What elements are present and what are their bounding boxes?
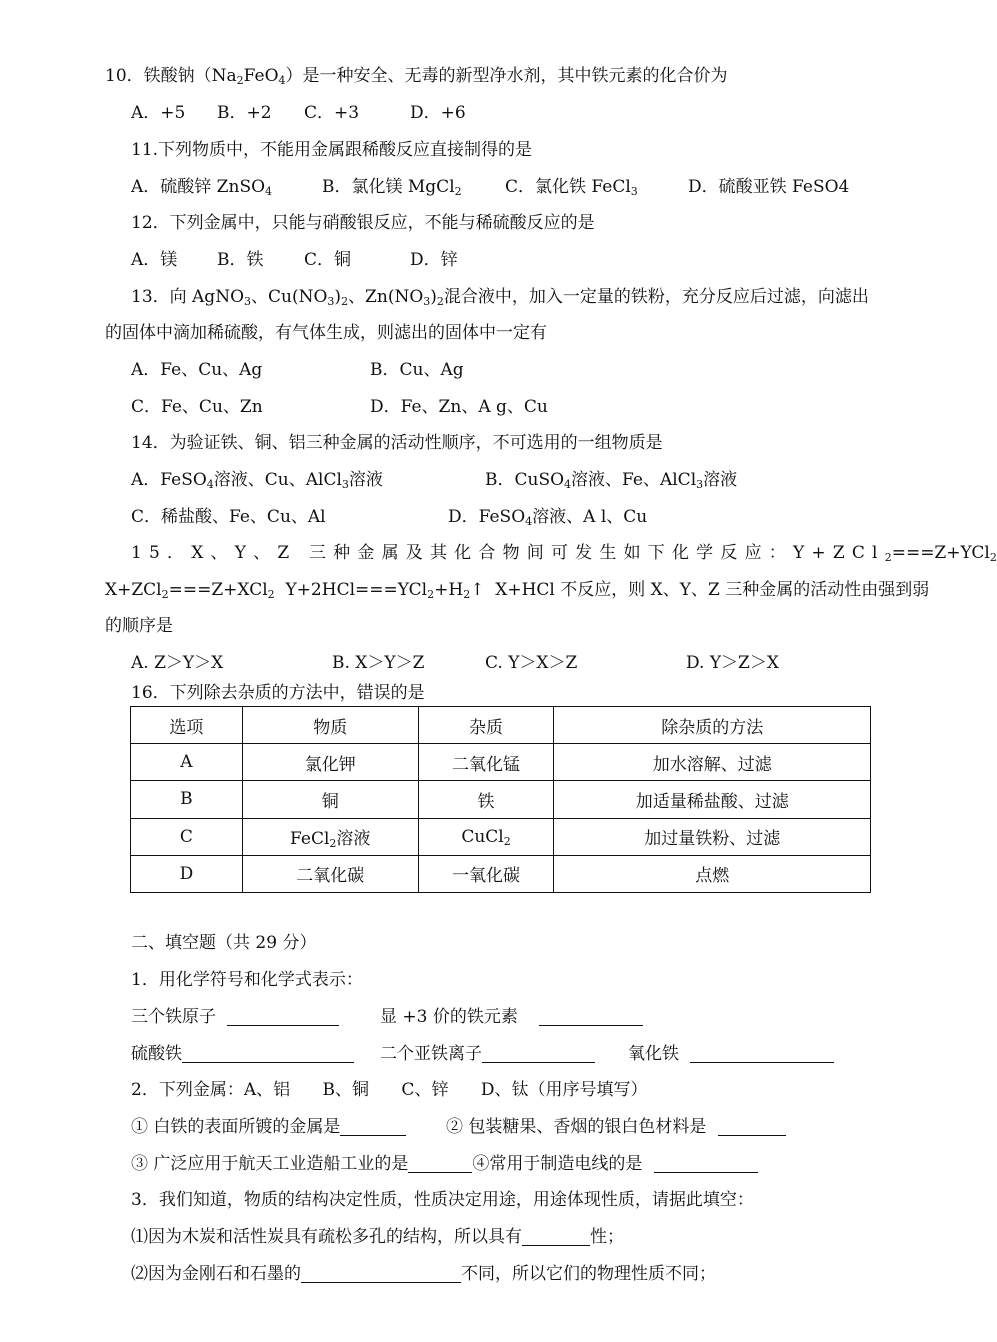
- table-cell: 二氧化锰: [418, 744, 554, 781]
- q10-option-b: B．+2: [217, 103, 272, 123]
- answer-blank[interactable]: [690, 1044, 834, 1063]
- fill-q1-row1b: 显 +3 价的铁元素: [380, 1005, 643, 1029]
- table-header-cell: 物质: [242, 707, 418, 744]
- q14-option-b: B．CuSO$_4$溶液、Fe、AlCl$_3$溶液: [485, 470, 738, 491]
- q15-option-c: C. Y＞X＞Z: [485, 653, 578, 673]
- fill-q2-stem: 2．下列金属：A、铝 B、铜 C、锌 D、钛（用序号填写）: [131, 1080, 648, 1100]
- fill-q2-row1b: ② 包装糖果、香烟的银白色材料是: [446, 1115, 786, 1139]
- table-header-cell: 选项: [131, 707, 243, 744]
- table-cell: 加水溶解、过滤: [554, 744, 871, 781]
- table-cell: 氯化钾: [242, 744, 418, 781]
- table-cell: 二氧化碳: [242, 855, 418, 892]
- fill-q1-row1: 三个铁原子: [131, 1005, 339, 1029]
- question-11-stem: 11.下列物质中，不能用金属跟稀酸反应直接制得的是: [131, 140, 533, 160]
- fill-q1-row2b: 二个亚铁离子: [380, 1042, 595, 1066]
- answer-blank[interactable]: [539, 1007, 643, 1026]
- q11-option-a: A．硫酸锌 ZnSO$_4$: [131, 177, 273, 198]
- q13-option-a: A．Fe、Cu、Ag: [131, 360, 263, 380]
- table-cell: 点燃: [554, 855, 871, 892]
- answer-blank[interactable]: [227, 1007, 339, 1026]
- question-10-stem: 10．铁酸钠$(Na_2FeO_4)$是一种安全、无毒的新型净水剂，其中铁元素的化合价为: [105, 66, 728, 87]
- question-14-stem: 14．为验证铁、铜、铝三种金属的活动性顺序，不可选用的一组物质是: [131, 433, 663, 453]
- answer-blank[interactable]: [522, 1227, 590, 1246]
- table-cell: 加过量铁粉、过滤: [554, 818, 871, 855]
- fill-q2-row1: ① 白铁的表面所镀的金属是: [131, 1115, 406, 1139]
- fill-q2-row2: ③ 广泛应用于航天工业造船工业的是 ④常用于制造电线的是: [131, 1152, 758, 1176]
- q15-option-a: A. Z＞Y＞X: [131, 653, 224, 673]
- q13-option-b: B．Cu、Ag: [370, 360, 464, 380]
- fill-q1-row2c: 氧化铁: [628, 1042, 834, 1066]
- impurity-table: [130, 706, 871, 893]
- table-cell: 铁: [418, 781, 554, 818]
- q11-option-b: B．氯化镁 MgCl$_2$: [322, 177, 462, 198]
- q14-option-c: C．稀盐酸、Fe、Cu、Al: [131, 507, 326, 527]
- answer-blank[interactable]: [654, 1154, 758, 1173]
- fill-q1-row2: 硫酸铁: [131, 1042, 354, 1066]
- section-2-title: 二、填空题（共 29 分）: [131, 933, 317, 953]
- q15-option-d: D. Y＞Z＞X: [686, 653, 779, 673]
- q15-option-b: B. X＞Y＞Z: [332, 653, 425, 673]
- answer-blank[interactable]: [408, 1154, 472, 1173]
- q10-option-d: D．+6: [410, 103, 466, 123]
- question-16-stem: 16．下列除去杂质的方法中，错误的是: [131, 683, 425, 703]
- question-13-stem-line2: 的固体中滴加稀硫酸，有气体生成，则滤出的固体中一定有: [105, 323, 547, 343]
- answer-blank[interactable]: [301, 1264, 461, 1283]
- table-row: [131, 855, 871, 892]
- table-cell: D: [131, 855, 243, 892]
- q14-option-a: A．FeSO$_4$溶液、Cu、AlCl$_3$溶液: [131, 470, 383, 491]
- question-12-stem: 12．下列金属中，只能与硝酸银反应，不能与稀硫酸反应的是: [131, 213, 595, 233]
- q11-option-c: C．氯化铁 FeCl$_3$: [505, 177, 638, 198]
- table-cell: 加适量稀盐酸、过滤: [554, 781, 871, 818]
- question-13-stem-line1: 13．向 AgNO$_3$、$Cu(NO_3)_2$、$Zn(NO_3)_2$混合液中，加入一定量的铁粉，充分反应后过滤，向滤出: [131, 287, 869, 308]
- table-row: [131, 818, 871, 855]
- q13-option-d: D．Fe、Zn、A g、Cu: [370, 397, 548, 417]
- table-cell: C: [131, 818, 243, 855]
- question-15-stem-line1: 15．X、Y、Z 三种金属及其化合物间可发生如下化学反应：Y+ZCl$_2$===Z+YCl$_2$: [131, 543, 997, 564]
- answer-blank[interactable]: [718, 1117, 786, 1136]
- fill-q3-row2: ⑵因为金刚石和石墨的 不同，所以它们的物理性质不同；: [131, 1264, 716, 1284]
- q12-option-d: D．锌: [410, 250, 458, 270]
- table-header-cell: 杂质: [418, 707, 554, 744]
- q11-option-d: D．硫酸亚铁 FeSO4: [688, 177, 850, 197]
- answer-blank[interactable]: [340, 1117, 406, 1136]
- q10-option-a: A．+5: [131, 103, 186, 123]
- q12-option-b: B．铁: [217, 250, 264, 270]
- question-15-stem-line3: 的顺序是: [105, 616, 173, 636]
- table-cell: 一氧化碳: [418, 855, 554, 892]
- table-row: [131, 744, 871, 781]
- table-cell: A: [131, 744, 243, 781]
- question-15-stem-line2: X+ZCl$_2$===Z+XCl$_2$ $Y+2HCl===YCl_2+H_2↑$ X+HCl 不反应，则 X、Y、Z 三种金属的活动性由强到弱: [105, 580, 930, 601]
- q10-option-c: C．+3: [304, 103, 360, 123]
- q12-option-a: A．镁: [131, 250, 178, 270]
- table-cell: CuCl$_2$: [418, 818, 554, 855]
- table-cell: FeCl$_2$溶液: [242, 818, 418, 855]
- table-cell: B: [131, 781, 243, 818]
- answer-blank[interactable]: [482, 1044, 595, 1063]
- fill-q3-row1: ⑴因为木炭和活性炭具有疏松多孔的结构，所以具有 性；: [131, 1227, 624, 1247]
- table-row: [131, 781, 871, 818]
- fill-q1-stem: 1．用化学符号和化学式表示：: [131, 970, 363, 990]
- q14-option-d: D．FeSO$_4$溶液、A l、Cu: [448, 507, 648, 528]
- q12-option-c: C．铜: [304, 250, 352, 270]
- answer-blank[interactable]: [182, 1044, 354, 1063]
- table-header-cell: 除杂质的方法: [554, 707, 871, 744]
- fill-q3-stem: 3．我们知道，物质的结构决定性质，性质决定用途，用途体现性质，请据此填空：: [131, 1190, 754, 1210]
- table-cell: 铜: [242, 781, 418, 818]
- q13-option-c: C．Fe、Cu、Zn: [131, 397, 263, 417]
- table-header-row: [131, 707, 871, 744]
